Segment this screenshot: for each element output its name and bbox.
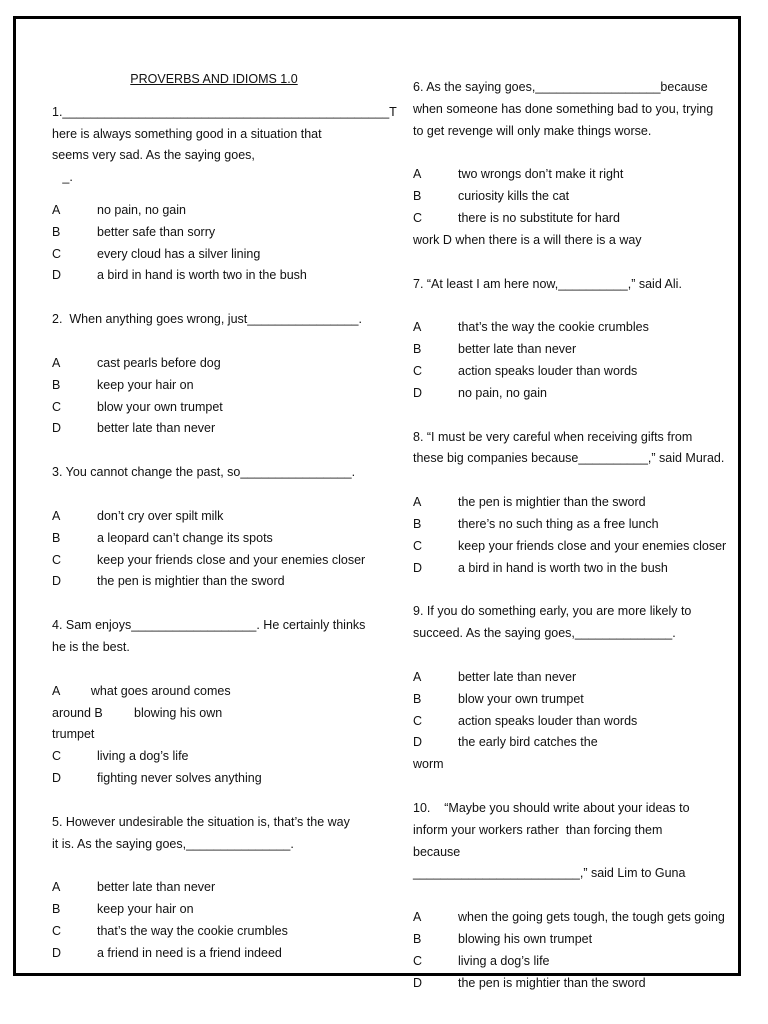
question-line: when someone has done something bad to you, trying <box>413 101 714 116</box>
question-2 <box>52 309 370 440</box>
question-7 <box>413 274 739 405</box>
option <box>413 689 739 711</box>
option-letter: A <box>413 910 422 925</box>
option-text: the pen is mightier than the sword <box>458 975 646 990</box>
question-3 <box>52 462 370 593</box>
option <box>52 746 370 768</box>
option-text: better late than never <box>458 342 577 357</box>
question-4 <box>52 615 370 790</box>
option-text: living a dog’s life <box>458 953 550 968</box>
question-9 <box>413 601 739 776</box>
option-text: blow your own trumpet <box>97 399 223 414</box>
option-text: keep your hair on <box>97 377 194 392</box>
option <box>52 877 370 899</box>
option-text: two wrongs don’t make it right <box>458 167 624 182</box>
option <box>413 973 739 995</box>
option <box>52 571 370 593</box>
option-letter: B <box>52 902 61 917</box>
question-line: it is. As the saying goes,_______________. <box>52 836 294 851</box>
question-10 <box>413 798 739 994</box>
right-column <box>413 19 739 994</box>
option-letter: D <box>413 385 423 400</box>
option-text: better late than never <box>458 669 577 684</box>
option-letter: D <box>413 735 423 750</box>
option <box>52 506 370 528</box>
option-letter: C <box>52 399 62 414</box>
question-line: because <box>413 844 461 859</box>
option-text: action speaks louder than words <box>458 363 638 378</box>
option-text: the pen is mightier than the sword <box>97 574 285 589</box>
option-letter: A <box>413 669 422 684</box>
question-line: 4. Sam enjoys__________________. He certainly thinks <box>52 618 366 633</box>
option-text: no pain, no gain <box>458 385 547 400</box>
question-6 <box>413 77 739 252</box>
option <box>413 929 739 951</box>
option-text: a bird in hand is worth two in the bush <box>458 560 668 575</box>
option <box>413 186 739 208</box>
question-5 <box>52 812 370 965</box>
option-letter: C <box>52 552 62 567</box>
option-letter: C <box>52 749 62 764</box>
option <box>413 164 739 186</box>
option <box>52 528 370 550</box>
option-letter: D <box>413 560 423 575</box>
page-title: PROVERBS AND IDIOMS 1.0 <box>130 72 298 86</box>
option-text: when the going gets tough, the tough gets going <box>458 910 725 925</box>
option <box>413 514 739 536</box>
option-letter: B <box>52 377 61 392</box>
option <box>413 383 739 405</box>
question-line: 5. However undesirable the situation is, that’s the way <box>52 814 350 829</box>
option-letter: A <box>52 355 61 370</box>
option-letter: B <box>413 342 422 357</box>
question-line: 1._______________________________________________T <box>52 104 397 119</box>
option-text: keep your friends close and your enemies closer <box>458 538 727 553</box>
question-line: 7. “At least I am here now,__________,” said Ali. <box>413 276 682 291</box>
option-letter: B <box>413 691 422 706</box>
question-line: he is the best. <box>52 639 130 654</box>
option-letter: D <box>52 945 62 960</box>
question-line: to get revenge will only make things worse. <box>413 123 652 138</box>
option-text: no pain, no gain <box>97 202 186 217</box>
option-text: a bird in hand is worth two in the bush <box>97 268 307 283</box>
option <box>52 943 370 965</box>
question-line: 6. As the saying goes,__________________because <box>413 80 708 94</box>
question-line: 2. When anything goes wrong, just________________. <box>52 312 362 327</box>
question-8 <box>413 427 739 580</box>
option-text: curiosity kills the cat <box>458 189 570 204</box>
option-letter: D <box>413 975 423 990</box>
option-letter: C <box>413 210 423 225</box>
question-line: seems very sad. As the saying goes, <box>52 148 255 163</box>
question-line: 3. You cannot change the past, so________________. <box>52 465 356 480</box>
option-text: cast pearls before dog <box>97 355 221 370</box>
option-text: blow your own trumpet <box>458 691 584 706</box>
question-line: succeed. As the saying goes,______________. <box>413 626 676 641</box>
option <box>413 361 739 383</box>
option-letter: B <box>52 530 61 545</box>
option-letter: C <box>52 246 62 261</box>
option-text: living a dog’s life <box>97 749 189 764</box>
option <box>413 951 739 973</box>
option <box>413 208 739 230</box>
option-letter: D <box>52 421 62 436</box>
option-text: that’s the way the cookie crumbles <box>97 923 288 938</box>
option <box>52 353 370 375</box>
option-tail: worm <box>413 757 444 772</box>
question-line: ________________________,” said Lim to Guna <box>413 866 686 881</box>
option <box>52 244 370 266</box>
option <box>413 492 739 514</box>
option-letter: B <box>413 931 422 946</box>
option-tail: work D when there is a will there is a way <box>413 232 642 247</box>
option <box>413 711 739 733</box>
option-text: don’t cry over spilt milk <box>97 508 224 523</box>
option-text: a leopard can’t change its spots <box>97 530 273 545</box>
worksheet-frame <box>13 16 741 990</box>
option-letter: D <box>52 268 62 283</box>
option-letter: A <box>413 495 422 510</box>
option <box>52 418 370 440</box>
option <box>52 768 370 790</box>
question-line: here is always something good in a situation that <box>52 126 322 141</box>
question-line: these big companies because__________,” said Murad. <box>413 451 725 466</box>
option <box>413 339 739 361</box>
option <box>52 397 370 419</box>
question-line: 8. “I must be very careful when receiving gifts from <box>413 429 693 444</box>
option-letter: D <box>52 770 62 785</box>
option <box>413 558 739 580</box>
option <box>52 375 370 397</box>
option-letter: A <box>413 167 422 182</box>
option <box>52 265 370 287</box>
option <box>52 550 370 572</box>
option-letter: A <box>413 320 422 335</box>
option-text: better late than never <box>97 421 216 436</box>
option <box>52 200 370 222</box>
question-line: 9. If you do something early, you are more likely to <box>413 604 692 619</box>
option-letter: A <box>52 508 61 523</box>
option <box>52 899 370 921</box>
left-column <box>52 19 397 965</box>
question-1 <box>52 102 397 287</box>
option-text: better safe than sorry <box>97 224 216 239</box>
option-text: there is no substitute for hard <box>458 210 620 225</box>
option-letter: A <box>52 880 61 895</box>
option-letter: C <box>413 953 423 968</box>
option-text: a friend in need is a friend indeed <box>97 945 282 960</box>
option-letter: B <box>413 189 422 204</box>
option-letter: B <box>413 516 422 531</box>
option <box>413 732 739 754</box>
option-text: fighting never solves anything <box>97 770 262 785</box>
option-text: that’s the way the cookie crumbles <box>458 320 649 335</box>
option-raw-line: trumpet <box>52 727 95 742</box>
option <box>413 536 739 558</box>
option <box>52 222 370 244</box>
option-raw-line: A what goes around comes <box>52 683 231 698</box>
option-text: keep your hair on <box>97 902 194 917</box>
option-text: the early bird catches the <box>458 735 598 750</box>
option-text: there’s no such thing as a free lunch <box>458 516 659 531</box>
option-text: better late than never <box>97 880 216 895</box>
option <box>413 317 739 339</box>
option-text: blowing his own trumpet <box>458 931 593 946</box>
question-line: 10. “Maybe you should write about your ideas to <box>413 800 690 815</box>
option-raw-line: around B blowing his own <box>52 705 223 720</box>
option <box>413 907 739 929</box>
question-line: inform your workers rather than forcing them <box>413 822 663 837</box>
option-text: action speaks louder than words <box>458 713 638 728</box>
option-letter: C <box>413 363 423 378</box>
option-text: every cloud has a silver lining <box>97 246 261 261</box>
option-letter: C <box>413 713 423 728</box>
option-letter: C <box>52 923 62 938</box>
option-letter: C <box>413 538 423 553</box>
question-line: _. <box>52 170 73 185</box>
option-text: the pen is mightier than the sword <box>458 495 646 510</box>
option-letter: B <box>52 224 61 239</box>
option <box>413 667 739 689</box>
option-text: keep your friends close and your enemies closer <box>97 552 366 567</box>
option-letter: D <box>52 574 62 589</box>
option-letter: A <box>52 202 61 217</box>
option <box>52 921 370 943</box>
